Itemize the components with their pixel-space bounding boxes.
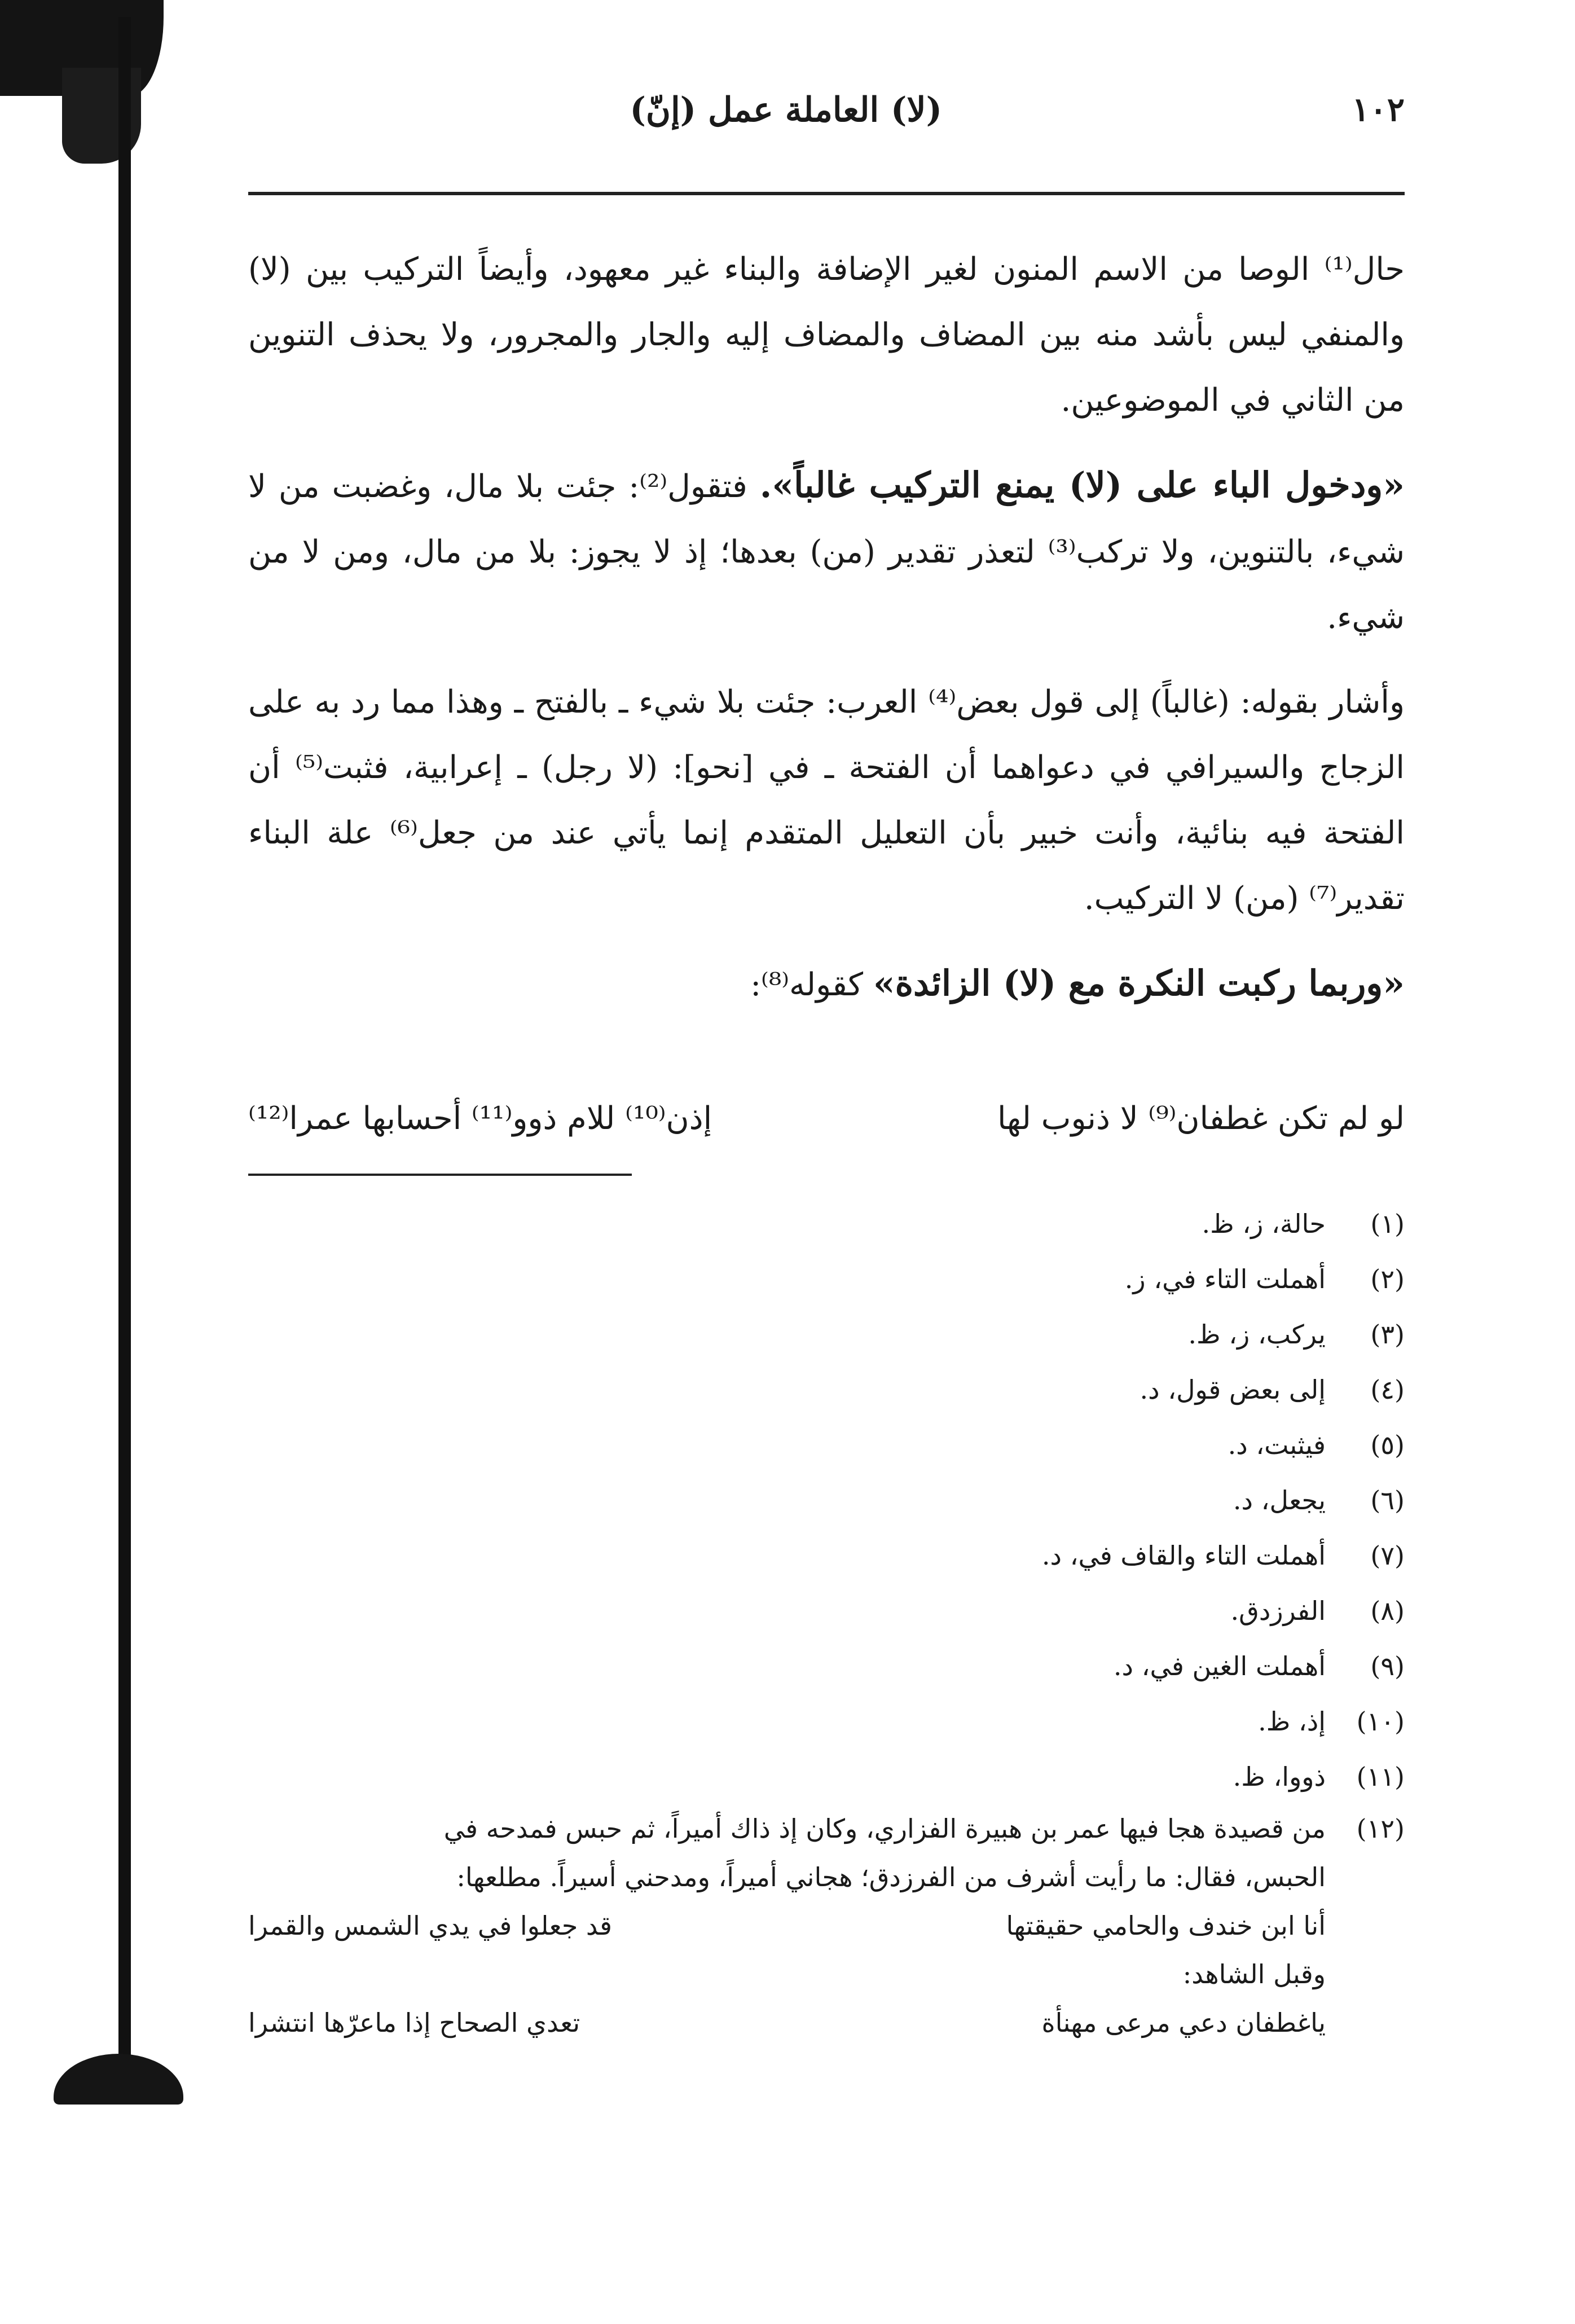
footnote-text: يركب، ز، ظ. — [1188, 1319, 1326, 1350]
footnote-item — [248, 1749, 1405, 1804]
footnote-text: ذووا، ظ. — [1233, 1761, 1326, 1792]
footnote-text: إلى بعض قول، د. — [1140, 1374, 1326, 1405]
paragraph-2-text: فتقول⁽²⁾: جئت بلا مال، وغضبت من لا شيء، بالتنوين، ولا تركب⁽³⁾ لتعذر تقدير (من) بعدها؛ إذ لا يجوز: بلا من مال، ومن لا من شيء. — [248, 468, 1405, 636]
footnote-12-line-1 — [248, 1804, 1405, 1853]
footnote-number: (٦) — [1370, 1485, 1405, 1515]
footnote-text: أهملت الغين في، د. — [1113, 1651, 1326, 1681]
footnote-12-label: وقبل الشاهد: — [1182, 1959, 1326, 1989]
paragraph-3: وأشار بقوله: (غالباً) إلى قول بعض⁽⁴⁾ العرب: جئت بلا شيء ـ بالفتح ـ وهذا مما رد به على الزجاج والسيرافي في دعواهما أن الفتحة ـ في [نحو]: (لا رجل) ـ إعرابية، فثبت⁽⁵⁾ أن الفتحة فيه بنائية، وأنت خبير بأن التعليل المتقدم إنما يأتي عند من جعل⁽⁶⁾ علة البناء تقدير⁽⁷⁾ (من) لا التركيب. — [248, 684, 1405, 917]
bold-quote-1: «ودخول الباء على (لا) يمنع التركيب غالباً». — [759, 464, 1405, 506]
footnote-12 — [248, 1804, 1405, 2047]
footnote-item — [248, 1638, 1405, 1694]
paragraph-1: حال⁽¹⁾ الوصا من الاسم المنون لغير الإضافة والبناء غير معهود، وأيضاً التركيب بين (لا) والمنفي ليس بأشد منه بين المضاف والمضاف إليه والجار والمجرور، ولا يحذف التنوين من الثاني في الموضوعين. — [248, 251, 1405, 419]
footnote-item — [248, 1583, 1405, 1638]
footnote-item — [248, 1694, 1405, 1749]
paragraph-4 — [248, 951, 1405, 1018]
bold-quote-2: «وربما ركبت النكرة مع (لا) الزائدة» — [873, 963, 1405, 1004]
footnote-item — [248, 1307, 1405, 1362]
footnote-number: (٤) — [1370, 1374, 1405, 1405]
verse-hemistich-2: إذن⁽¹⁰⁾ للام ذوو⁽¹¹⁾ أحسابها عمرا⁽¹²⁾ — [248, 1100, 712, 1137]
footnote-text: أهملت التاء في، ز. — [1124, 1264, 1326, 1294]
verse-hemistich: أنا ابن خندف والحامي حقيقتها — [1006, 1910, 1326, 1941]
footnotes — [248, 1196, 1405, 2047]
header-rule — [248, 192, 1405, 195]
running-title: (لا) العاملة عمل (إنّ) — [630, 90, 942, 130]
footnote-12-verse-1 — [248, 1901, 1326, 1950]
footnote-number: (٣) — [1370, 1319, 1405, 1350]
page-number: ١٠٢ — [1352, 90, 1405, 129]
footnote-number: (١١) — [1356, 1761, 1405, 1792]
footnote-number: (١) — [1370, 1209, 1405, 1239]
paragraph-4-text: كقوله⁽⁸⁾: — [750, 966, 873, 1003]
footnote-number: (١٠) — [1356, 1706, 1405, 1737]
footnote-number: (١٢) — [1356, 1813, 1405, 1844]
footnote-item — [248, 1473, 1405, 1528]
paragraph-2 — [248, 453, 1405, 651]
footnote-item — [248, 1528, 1405, 1583]
verse-hemistich: ياغطفان دعي مرعى مهنأة — [1041, 2007, 1326, 2038]
footnote-12-line-2: الحبس، فقال: ما رأيت أشرف من الفرزدق؛ هجاني أميراً، ومدحني أسيراً. مطلعها: — [456, 1862, 1326, 1892]
footnote-item — [248, 1362, 1405, 1417]
binding-edge — [118, 17, 131, 2093]
footnote-number: (٩) — [1370, 1651, 1405, 1681]
footnote-text: فيثبت، د. — [1228, 1430, 1326, 1460]
page-header — [248, 90, 1405, 164]
footnote-number: (٥) — [1370, 1430, 1405, 1460]
footnote-text: إذ، ظ. — [1258, 1706, 1326, 1737]
verse-hemistich: قد جعلوا في يدي الشمس والقمرا — [248, 1910, 613, 1941]
scan-blot-bottom — [54, 2054, 183, 2105]
footnote-number: (٢) — [1370, 1264, 1405, 1294]
footnote-item — [248, 1196, 1405, 1251]
footnote-item — [248, 1417, 1405, 1473]
poetry-verse — [248, 1100, 1405, 1137]
footnote-text: من قصيدة هجا فيها عمر بن هبيرة الفزاري، وكان إذ ذاك أميراً، ثم حبس فمدحه في — [443, 1813, 1326, 1844]
footnote-number: (٧) — [1370, 1540, 1405, 1571]
footnote-number: (٨) — [1370, 1596, 1405, 1626]
footnote-text: يجعل، د. — [1233, 1485, 1326, 1515]
footnote-text: حالة، ز، ظ. — [1202, 1209, 1326, 1239]
verse-hemistich-1: لو لم تكن غطفان⁽⁹⁾ لا ذنوب لها — [997, 1100, 1405, 1137]
footnote-text: الفرزدق. — [1230, 1596, 1326, 1626]
footnote-text: أهملت التاء والقاف في، د. — [1041, 1540, 1326, 1571]
verse-hemistich: تعدي الصحاح إذا ماعرّها انتشرا — [248, 2007, 580, 2038]
footnote-rule — [248, 1174, 632, 1176]
footnote-12-verse-2 — [248, 1998, 1326, 2047]
main-text — [248, 237, 1405, 1037]
footnote-item — [248, 1251, 1405, 1307]
